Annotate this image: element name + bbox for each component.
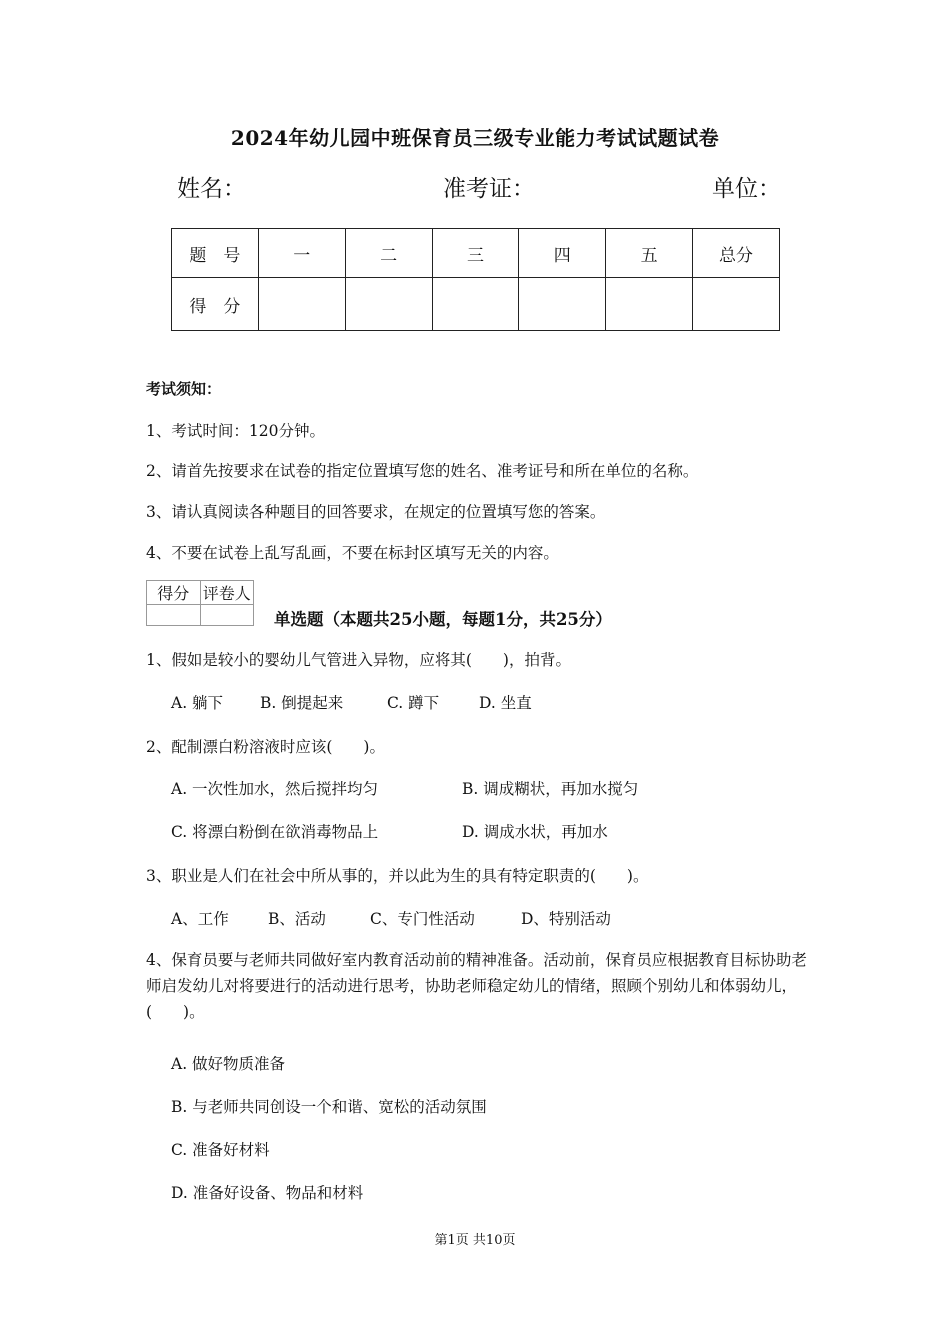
question-option: B. 调成糊状，再加水搅匀 (462, 780, 639, 798)
score-header-cell: 四 (519, 229, 606, 278)
question-option: D. 坐直 (479, 694, 532, 712)
grader-box (146, 580, 254, 622)
score-header-cell: 五 (606, 229, 693, 278)
notice-title: 考试须知： (146, 380, 222, 398)
question-option: A. 躺下 (171, 694, 224, 712)
question-option: D、特别活动 (521, 910, 611, 928)
score-cell (519, 278, 606, 331)
question-option: D. 调成水状，再加水 (462, 823, 608, 841)
question-option: B. 倒提起来 (260, 694, 344, 712)
score-header-cell: 一 (258, 229, 345, 278)
question-stem: 1、假如是较小的婴幼儿气管进入异物，应将其( )，拍背。 (146, 651, 571, 669)
question-stem: 3、职业是人们在社会中所从事的，并以此为生的具有特定职责的( )。 (146, 867, 649, 885)
notice-item: 4、不要在试卷上乱写乱画，不要在标封区填写无关的内容。 (146, 544, 559, 562)
score-cell (606, 278, 693, 331)
question-option: A. 一次性加水，然后搅拌均匀 (171, 780, 379, 798)
score-table-header-row (172, 229, 780, 278)
question-stem: 4、保育员要与老师共同做好室内教育活动前的精神准备。活动前，保育员应根据教育目标协助老师启发幼儿对将要进行的活动进行思考，协助老师稳定幼儿的情绪，照顾个别幼儿和体弱幼儿，( )。 (146, 951, 807, 1021)
question-option: C. 蹲下 (387, 694, 440, 712)
question-option: A. 做好物质准备 (171, 1055, 286, 1073)
grader-score-cell (147, 605, 201, 626)
name-label: 姓名： (177, 176, 246, 202)
question-option: A、工作 (171, 910, 229, 928)
score-header-cell: 三 (432, 229, 519, 278)
score-cell (345, 278, 432, 331)
score-header-cell: 二 (345, 229, 432, 278)
score-cell (432, 278, 519, 331)
question-option: C. 将漂白粉倒在欲消毒物品上 (171, 823, 379, 841)
page-footer: 第1页 共10页 (434, 1233, 516, 1248)
score-cell (258, 278, 345, 331)
notice-item: 1、考试时间：120分钟。 (146, 422, 325, 440)
score-table-score-row (172, 278, 780, 331)
score-header-cell: 总分 (693, 229, 780, 278)
grader-name-label: 评卷人 (200, 581, 254, 605)
score-table (171, 228, 780, 331)
question-option: B、活动 (268, 910, 326, 928)
question-option: D. 准备好设备、物品和材料 (171, 1184, 364, 1202)
score-header-cell: 题 号 (172, 229, 259, 278)
question-stem: 2、配制漂白粉溶液时应该( )。 (146, 738, 385, 756)
question-option: B. 与老师共同创设一个和谐、宽松的活动氛围 (171, 1098, 487, 1116)
question-option: C、专门性活动 (370, 910, 475, 928)
section-title: 单选题（本题共25小题，每题1分，共25分） (274, 610, 612, 629)
question-option: C. 准备好材料 (171, 1141, 270, 1159)
exam-id-label: 准考证： (443, 176, 535, 202)
notice-item: 2、请首先按要求在试卷的指定位置填写您的姓名、准考证号和所在单位的名称。 (146, 462, 699, 480)
notice-item: 3、请认真阅读各种题目的回答要求，在规定的位置填写您的答案。 (146, 503, 606, 521)
score-row-label: 得 分 (172, 278, 259, 331)
score-cell (693, 278, 780, 331)
grader-score-label: 得分 (147, 581, 201, 605)
unit-label: 单位： (712, 176, 781, 202)
grader-name-cell (200, 605, 254, 626)
page-title: 2024年幼儿园中班保育员三级专业能力考试试题试卷 (230, 126, 720, 150)
